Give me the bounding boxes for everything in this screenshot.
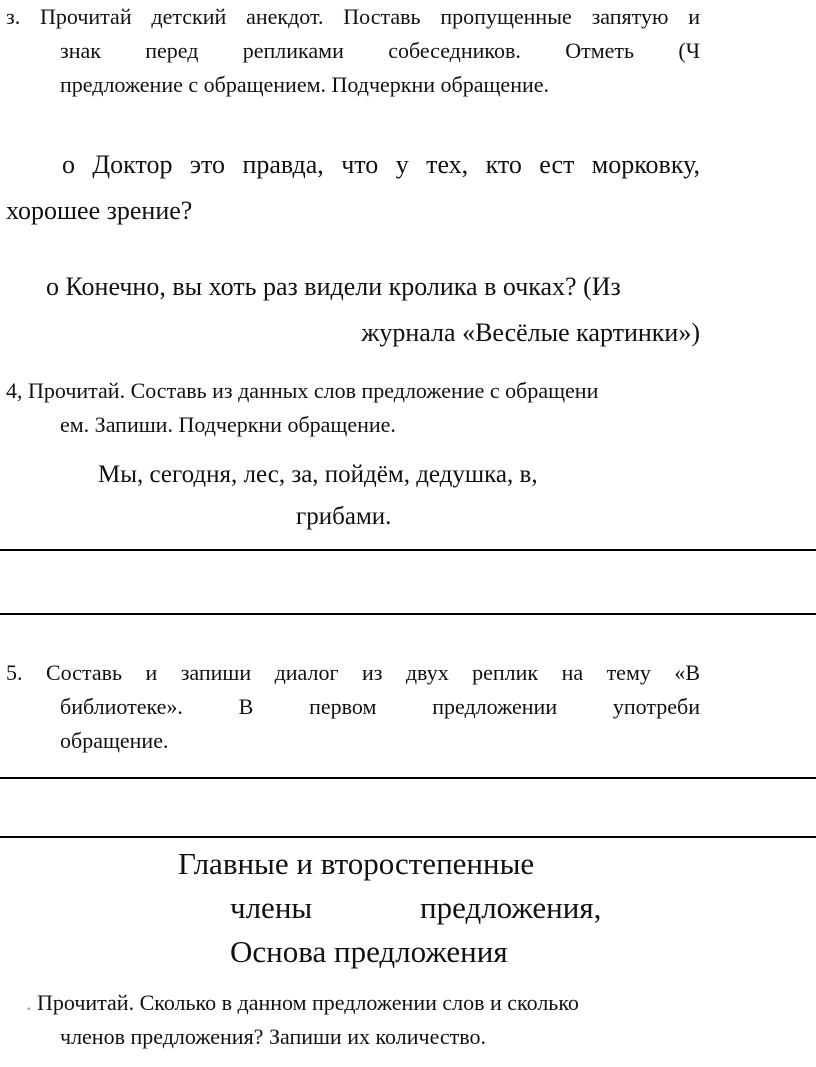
task-3-line-3: предложение с обращением. Подчеркни обращение. xyxy=(60,72,550,97)
task-5-instructions xyxy=(6,656,700,758)
answer-line-2 xyxy=(0,613,816,615)
dialog-line-2 xyxy=(6,264,700,356)
task-6-instructions xyxy=(6,986,700,1054)
word-set xyxy=(6,454,700,538)
task-3-line-1: з. Прочитай детский анекдот. Поставь пропущенные запятую и xyxy=(6,4,700,29)
task-6-line-2: членов предложения? Запиши их количество. xyxy=(60,1024,487,1049)
task-4-line-2: ем. Запиши. Подчеркни обращение. xyxy=(60,412,396,437)
task-5-line-2: библиотеке». В первом предложении употреби xyxy=(60,694,700,719)
dialog-2-text-1: о Конечно, вы хоть раз видели кролика в очках? (Из xyxy=(46,272,621,301)
task-4-instructions xyxy=(6,374,700,442)
answer-line-3 xyxy=(0,777,816,779)
task-5-line-3: обращение. xyxy=(60,728,169,753)
heading-line-2a: члены xyxy=(230,890,313,925)
answer-line-1 xyxy=(0,549,816,551)
section-heading xyxy=(0,842,816,974)
task-6-line-1: Прочитай. Сколько в данном предложении слов и сколько xyxy=(37,990,579,1015)
dialog-2-text-2: журнала «Весёлые картинки») xyxy=(361,318,700,347)
task-3-instructions xyxy=(6,0,700,102)
word-set-line-1: Мы, сегодня, лес, за, пойдём, дедушка, в, xyxy=(98,461,538,488)
dialog-line-1 xyxy=(6,142,700,234)
word-set-line-2: грибами. xyxy=(296,503,392,530)
heading-line-2b: предложения, xyxy=(420,890,602,925)
task-3-line-2: знак перед репликами собеседников. Отметь (Ч xyxy=(60,38,700,63)
dialog-1-text-2: хорошее зрение? xyxy=(6,196,193,225)
task-5-line-1: 5. Составь и запиши диалог из двух реплик на тему «В xyxy=(6,660,700,685)
dialog-1-text-1: о Доктор это правда, что у тех, кто ест морковку, xyxy=(62,150,700,179)
bullet-mark: . xyxy=(26,990,32,1015)
answer-line-4 xyxy=(0,836,816,838)
heading-line-3: Основа предложения xyxy=(230,934,508,969)
task-4-line-1: 4, Прочитай. Составь из данных слов предложение с обращени xyxy=(6,378,599,403)
heading-line-1: Главные и второстепенные xyxy=(178,846,535,881)
